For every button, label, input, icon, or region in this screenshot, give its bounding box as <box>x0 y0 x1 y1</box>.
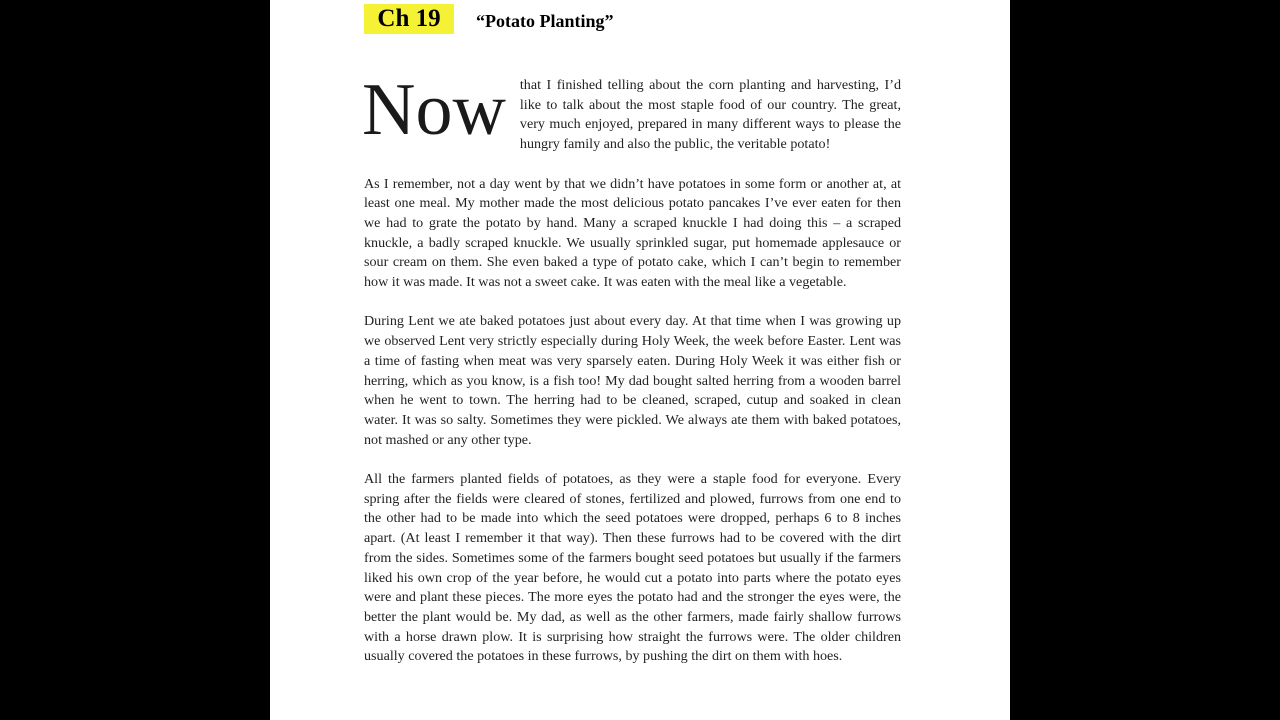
document-page <box>270 0 1010 720</box>
paragraph-lent: During Lent we ate baked potatoes just about every day. At that time when I was growing up we observed Lent very strictly especially during Holy Week, the week before Easter. Lent was a time of fasting when meat was very sparsely eaten. During Holy Week it was either fish or herring, which as you know, is a fish too! My dad bought salted herring from a wooden barrel when he went to town. The herring had to be cleaned, scraped, cutup and soaked in clean water. It was so salty. Sometimes they were pickled. We always ate them with baked potatoes, not mashed or any other type. <box>364 313 901 448</box>
chapter-title: “Potato Planting” <box>476 11 614 31</box>
paragraph-text: that I finished telling about the corn planting and harvesting, I’d like to talk about the most staple food of our country. The great, very much enjoyed, prepared in many different ways to please the hungry family and also the public, the veritable potato! <box>519 77 901 153</box>
paragraph-potato-pancakes: As I remember, not a day went by that we didn’t have potatoes in some form or another at, at least one meal. My mother made the most delicious potato pancakes I’ve ever eaten for then we had to grate the potato by hand. Many a scraped knuckle I had doing this – a scraped knuckle, a badly scraped knuckle. We usually sprinkled sugar, put homemade applesauce or sour cream on them. She even baked a type of potato cake, which I can’t begin to remember how it was made. It was not a sweet cake. It was eaten with the meal like a vegetable. <box>364 175 901 291</box>
chapter-number-badge: Ch 19 <box>364 4 454 34</box>
paragraph-planting: All the farmers planted fields of potatoes, as they were a staple food for everyone. Every spring after the fields were cleared of stones, fertilized and plowed, furrows from one end to the other had to be made into which the seed potatoes were dropped, perhaps 6 to 8 inches apart. (At least I remember it that way). Then these furrows had to be covered with the dirt from the sides. Sometimes some of the farmers bought seed potatoes but usually if the farmers liked his own crop of the year before, he would cut a potato into parts where the potato eyes were and plant these pieces. The more eyes the potato had and the stronger the eyes were, the better the plant would be. My dad, as well as the other farmers, made fairly shallow furrows with a horse drawn plow. It is surprising how straight the furrows were. The older children usually covered the potatoes in these furrows, by pushing the dirt on them with hoes. <box>364 471 901 665</box>
chapter-body <box>362 69 901 687</box>
paragraph-intro <box>362 69 901 155</box>
drop-cap: Now <box>362 69 506 151</box>
